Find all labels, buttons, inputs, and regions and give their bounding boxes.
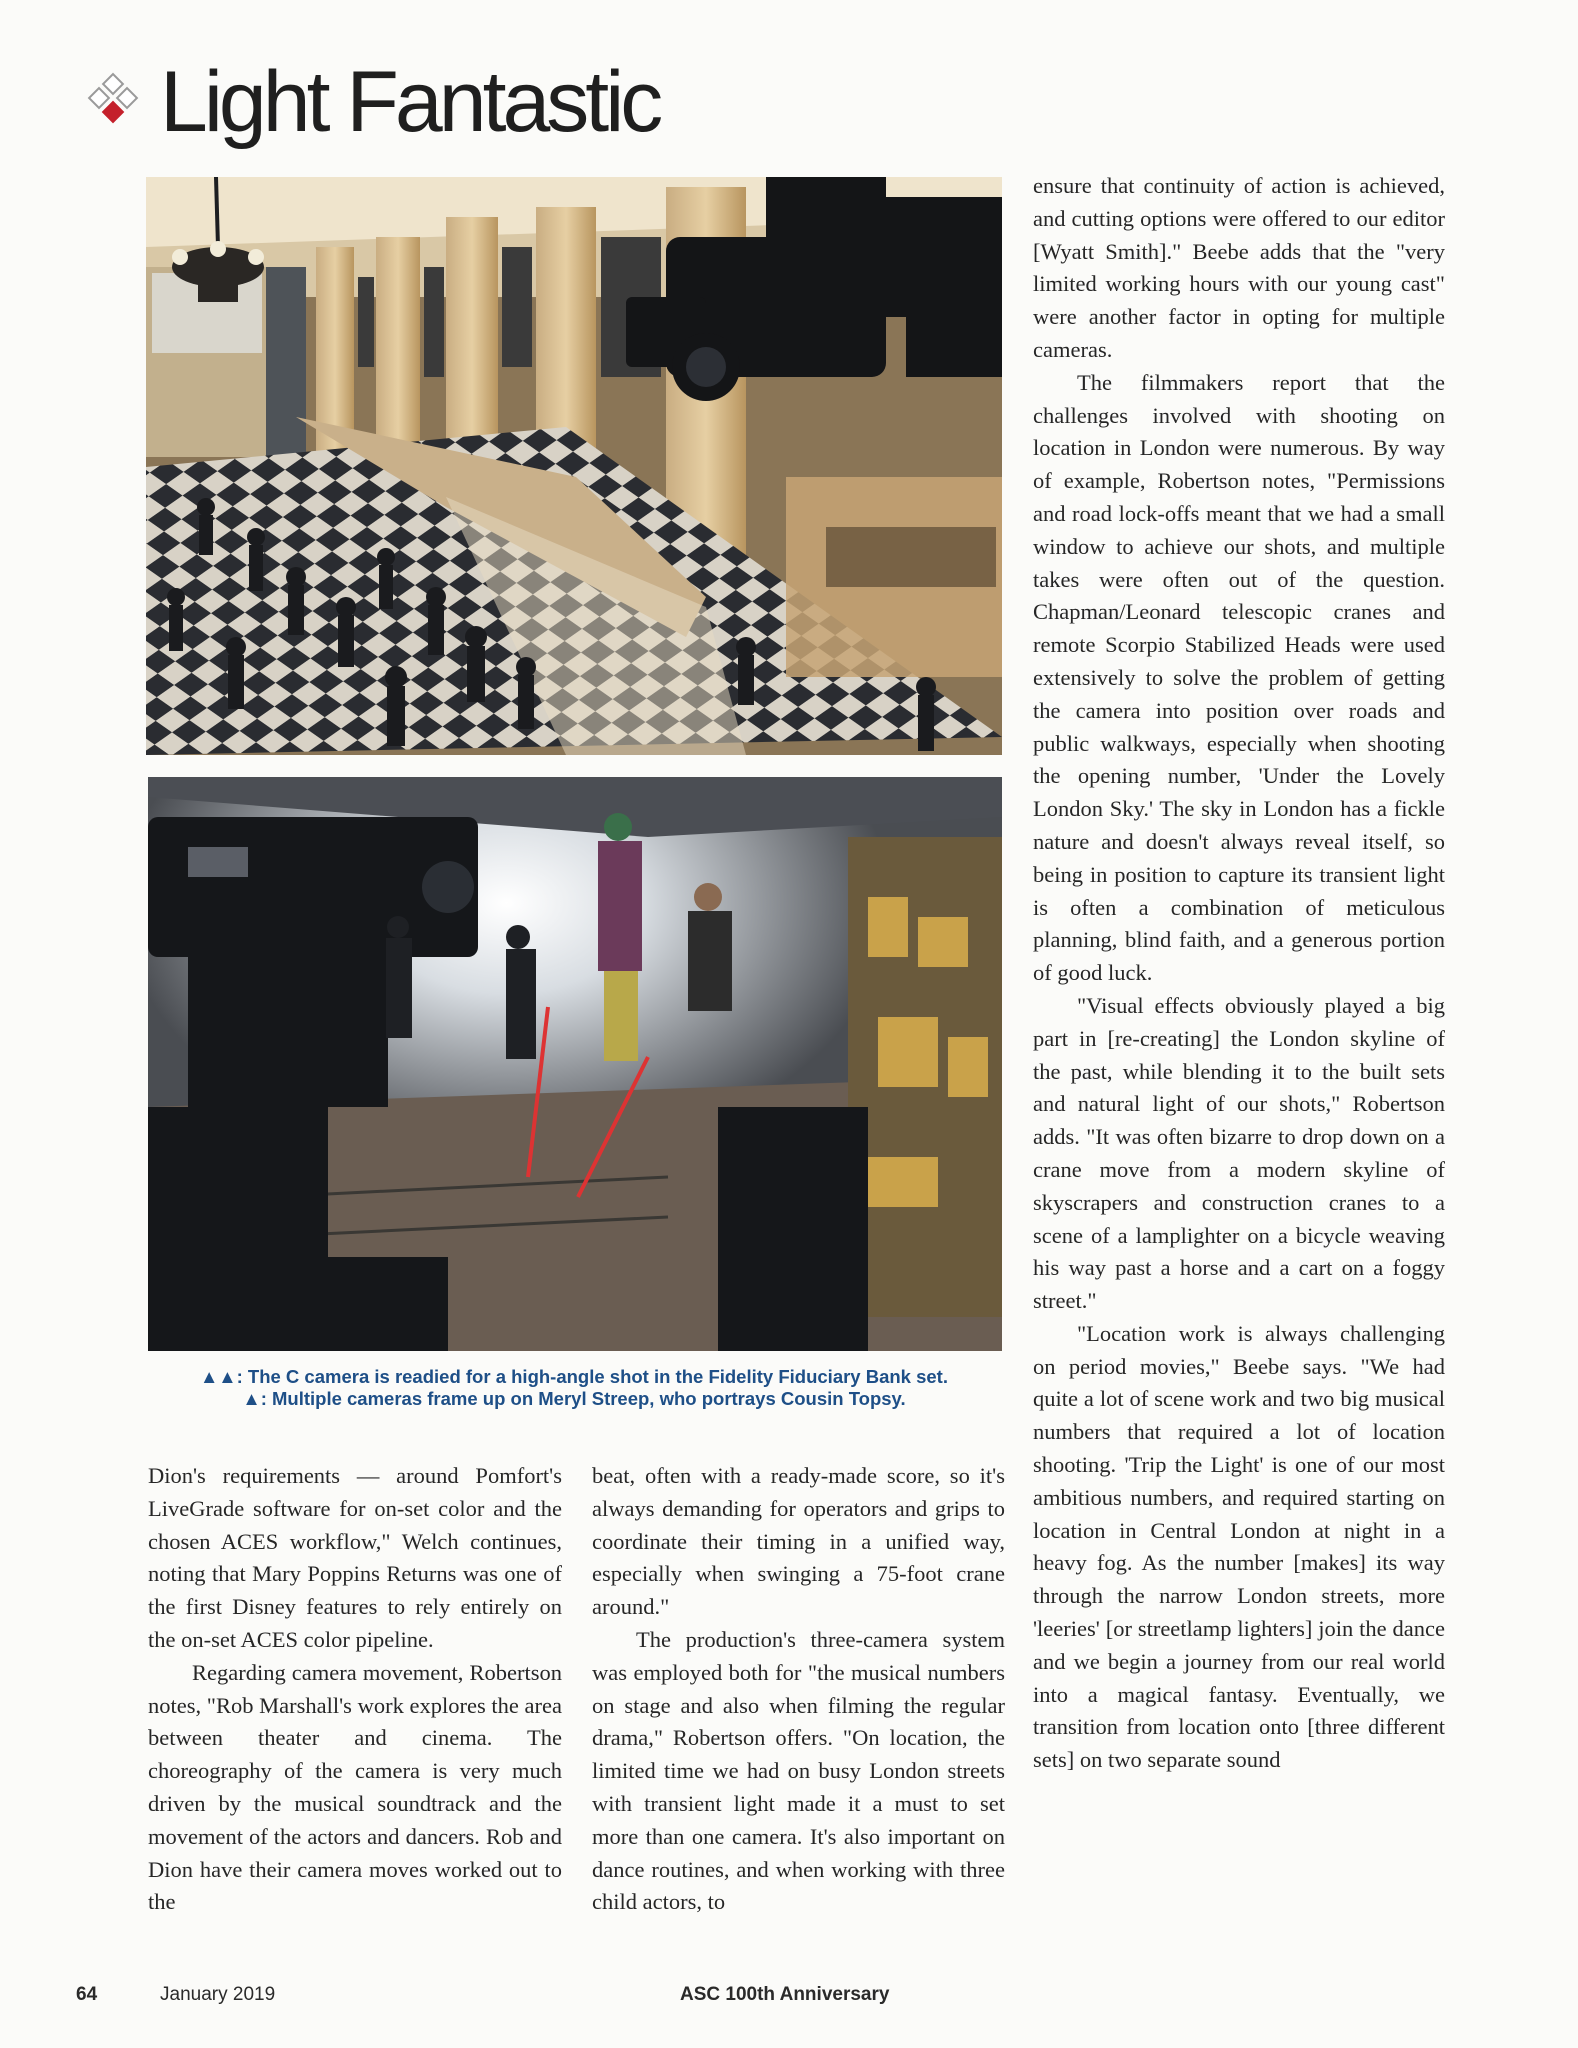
text-column-right — [1033, 170, 1445, 1777]
paragraph: "Location work is always challenging on period movies," Beebe says. "We had quite a lot of scene work and two big musical numbers that required a lot of location shooting. 'Trip the Light' is one of our most ambitious numbers, and required starting on location in Central London at night in a heavy fog. As the number [makes] its way through the narrow London streets, more 'leeries' [or streetlamp lighters] join the dance and we begin a journey from our real world into a magical fantasy. Eventually, we transition from location onto [three different sets] on two separate sound — [1033, 1320, 1445, 1773]
section-header — [80, 52, 659, 152]
magazine-name: ASC 100th Anniversary — [680, 1984, 890, 2005]
text-column-middle — [592, 1460, 1005, 1919]
paragraph: beat, often with a ready-made score, so it's always demanding for operators and grips to coordinate their timing in a unified way, especially when swinging a 75-foot crane around." — [592, 1463, 1005, 1620]
diamond-logo-icon — [80, 69, 146, 135]
caption-line: ▲▲: The C camera is readied for a high-angle shot in the Fidelity Fiduciary Bank set. — [199, 1366, 948, 1387]
caption-line: ▲: Multiple cameras frame up on Meryl Streep, who portrays Cousin Topsy. — [242, 1388, 906, 1409]
photo-caption — [146, 1366, 1002, 1410]
paragraph: The production's three-camera system was employed both for "the musical numbers on stage and also when filming the regular drama," Robertson offers. "On location, the limited time we had on busy London streets with transient light made it a must to set more than one camera. It's also important on dance routines, and when working with three child actors, to — [592, 1626, 1005, 1915]
issue-date: January 2019 — [160, 1984, 276, 2005]
page-number: 64 — [76, 1984, 98, 2005]
sound-stage-photo — [148, 777, 1002, 1351]
paragraph: The filmmakers report that the challenges involved with shooting on location in London were numerous. By way of example, Robertson notes, "Permissions and road lock-offs meant that we had a small window to achieve our shots, and multiple takes were often out of the question. Chapman/Leonard telescopic cranes and remote Scorpio Stabilized Heads were used extensively to solve the problem of getting the camera into position over roads and public walkways, especially when shooting the opening number, 'Under the Lovely London Sky.' The sky in London has a fickle nature and doesn't always reveal itself, so being in position to capture its transient light is often a combination of meticulous planning, blind faith, and a generous portion of good luck. — [1033, 369, 1445, 986]
paragraph: "Visual effects obviously played a big part in [re-creating] the London skyline of the past, while blending it to the built sets and natural light of our shots," Robertson adds. "It was often bizarre to drop down on a crane move from a modern skyline of skyscrapers and construction cranes to a scene of a lamplighter on a bicycle weaving his way past a horse and a cart on a foggy street." — [1033, 992, 1445, 1314]
section-title: Light Fantastic — [160, 54, 660, 150]
text-column-left — [148, 1460, 562, 1919]
paragraph: Regarding camera movement, Robertson notes, "Rob Marshall's work explores the area between theater and cinema. The choreography of the camera is very much driven by the musical soundtrack and the movement of the actors and dancers. Rob and Dion have their camera moves worked out to the — [148, 1659, 562, 1915]
bank-set-photo — [146, 177, 1002, 755]
paragraph: ensure that continuity of action is achieved, and cutting options were offered to our editor [Wyatt Smith]." Beebe adds that the "very limited working hours with our young cast" were another factor in opting for multiple cameras. — [1033, 173, 1445, 362]
paragraph: Dion's requirements — around Pomfort's LiveGrade software for on-set color and the chosen ACES workflow," Welch continues, noting that Mary Poppins Returns was one of the first Disney features to rely entirely on the on-set ACES color pipeline. — [148, 1463, 562, 1652]
